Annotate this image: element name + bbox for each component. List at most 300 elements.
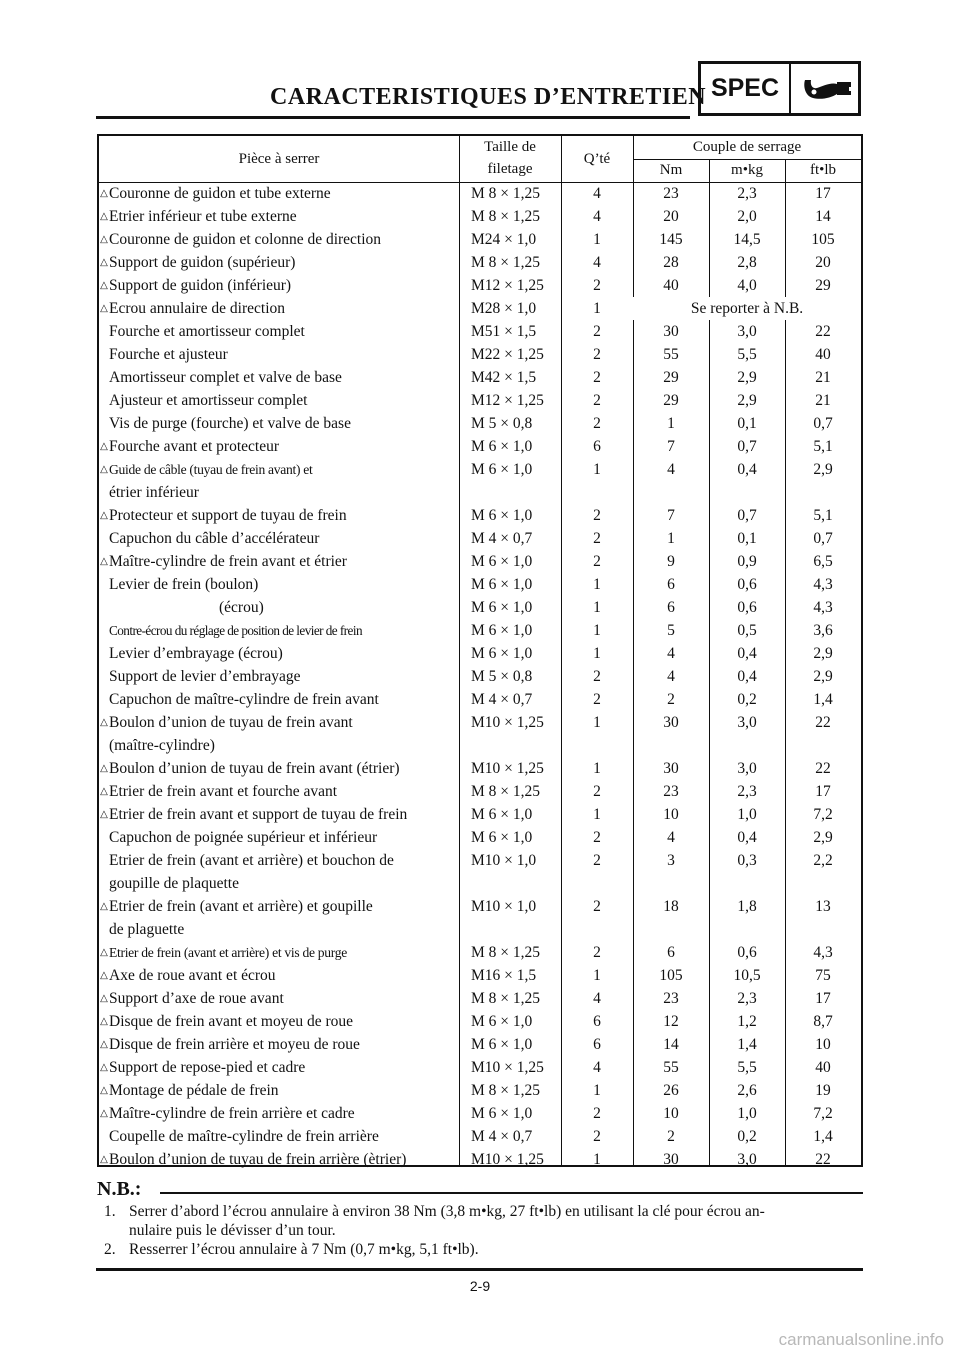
thread-size: M 5 × 0,8 [471, 415, 533, 432]
torque-ftlb: 17 [815, 990, 831, 1007]
quantity: 1 [593, 576, 601, 593]
torque-table [97, 134, 863, 1167]
quantity: 2 [593, 507, 601, 524]
torque-mkg: 0,2 [737, 691, 757, 708]
part-name: Disque de frein arrière et moyeu de roue [109, 1036, 360, 1053]
thread-size: M 6 × 1,0 [471, 806, 533, 823]
torque-nm: 29 [663, 369, 679, 386]
table-row [99, 573, 861, 596]
thread-size: M10 × 1,25 [471, 760, 544, 777]
triangle-mark-icon: △ [100, 280, 108, 291]
header-qty: Q’té [561, 136, 634, 182]
torque-nm: 14 [663, 1036, 679, 1053]
part-name: Maître-cylindre de frein arrière et cadre [109, 1105, 355, 1122]
page-number: 2-9 [469, 1278, 491, 1294]
torque-nm: 28 [663, 254, 679, 271]
quantity: 2 [593, 1105, 601, 1122]
table-row [99, 826, 861, 849]
torque-ftlb: 1,4 [813, 691, 833, 708]
torque-ftlb: 5,1 [813, 507, 833, 524]
torque-ftlb: 8,7 [813, 1013, 833, 1030]
part-name: Maître-cylindre de frein avant et étrier [109, 553, 347, 570]
part-name: Etrier de frein avant et support de tuyau de frein [109, 806, 408, 823]
part-name: Contre-écrou du réglage de position de levier de frein [109, 623, 362, 638]
thread-size: M 8 × 1,25 [471, 783, 541, 800]
torque-ftlb: 2,9 [813, 645, 833, 662]
torque-mkg: 0,6 [737, 576, 757, 593]
note-text-continued: nulaire puis le dévisser d’un tour. [129, 1222, 336, 1239]
torque-ftlb: 3,6 [813, 622, 833, 639]
torque-ftlb: 17 [815, 783, 831, 800]
thread-size: M 8 × 1,25 [471, 208, 541, 225]
spec-label: SPEC [701, 64, 791, 113]
torque-nm: 29 [663, 392, 679, 409]
triangle-mark-icon: △ [100, 763, 108, 774]
part-name: (écrou) [219, 599, 264, 616]
part-name: Capuchon de poignée supérieur et inférieur [109, 829, 378, 846]
notes-rule [160, 1192, 863, 1194]
table-row [99, 596, 861, 619]
table-row [99, 1056, 861, 1079]
header-part: Pièce à serrer [99, 136, 460, 182]
torque-nm: 105 [659, 967, 683, 984]
torque-ftlb: 6,5 [813, 553, 833, 570]
thread-size: M 5 × 0,8 [471, 668, 533, 685]
part-name: Etrier de frein (avant et arrière) et goupille [109, 898, 373, 915]
quantity: 1 [593, 300, 601, 317]
quantity: 1 [593, 231, 601, 248]
part-name: Ecrou annulaire de direction [109, 300, 286, 317]
part-name: Boulon d’union de tuyau de frein arrière (ètrier) [109, 1151, 407, 1168]
torque-mkg: 0,2 [737, 1128, 757, 1145]
part-name: Etrier de frein (avant et arrière) et bouchon de [109, 852, 394, 869]
torque-mkg: 0,4 [737, 645, 757, 662]
table-row [99, 251, 861, 274]
part-name: Boulon d’union de tuyau de frein avant (étrier) [109, 760, 400, 777]
quantity: 1 [593, 806, 601, 823]
torque-mkg: 1,8 [737, 898, 757, 915]
table-row [99, 1102, 861, 1125]
torque-nm: 5 [667, 622, 675, 639]
thread-size: M28 × 1,0 [471, 300, 537, 317]
quantity: 2 [593, 852, 601, 869]
quantity: 2 [593, 415, 601, 432]
torque-nm: 7 [667, 507, 675, 524]
triangle-mark-icon: △ [100, 1154, 108, 1165]
torque-mkg: 2,3 [737, 990, 757, 1007]
table-row [99, 642, 861, 665]
thread-size: M 6 × 1,0 [471, 829, 533, 846]
torque-mkg: 3,0 [737, 760, 757, 777]
table-row [99, 941, 861, 964]
torque-mkg: 3,0 [737, 1151, 757, 1168]
table-header [99, 136, 861, 183]
torque-ftlb: 22 [815, 760, 831, 777]
quantity: 2 [593, 392, 601, 409]
torque-ftlb: 4,3 [813, 599, 833, 616]
part-name: Support de repose-pied et cadre [109, 1059, 306, 1076]
torque-ftlb: 40 [815, 1059, 831, 1076]
part-name: Disque de frein avant et moyeu de roue [109, 1013, 354, 1030]
part-name-continued: de plaguette [109, 921, 185, 938]
torque-ftlb: 2,9 [813, 829, 833, 846]
quantity: 2 [593, 1128, 601, 1145]
torque-nm: 145 [659, 231, 683, 248]
thread-size: M10 × 1,0 [471, 898, 537, 915]
table-row [99, 895, 861, 941]
table-body [99, 182, 861, 1171]
torque-mkg: 3,0 [737, 714, 757, 731]
torque-nm: 2 [667, 1128, 675, 1145]
torque-ftlb: 4,3 [813, 944, 833, 961]
table-row [99, 343, 861, 366]
torque-nm: 1 [667, 415, 675, 432]
notes-list [104, 1202, 864, 1259]
torque-ftlb: 4,3 [813, 576, 833, 593]
torque-nm: 23 [663, 990, 679, 1007]
triangle-mark-icon: △ [100, 1108, 108, 1119]
torque-ftlb: 0,7 [813, 415, 833, 432]
thread-size: M22 × 1,25 [471, 346, 544, 363]
thread-size: M 6 × 1,0 [471, 438, 533, 455]
triangle-mark-icon: △ [100, 188, 108, 199]
thread-size: M10 × 1,25 [471, 1151, 544, 1168]
part-name: Couronne de guidon et tube externe [109, 185, 331, 202]
torque-nm: 12 [663, 1013, 679, 1030]
torque-reference-note: Se reporter à N.B. [633, 297, 861, 320]
thread-size: M 6 × 1,0 [471, 622, 533, 639]
part-name: Support d’axe de roue avant [109, 990, 284, 1007]
quantity: 4 [593, 990, 601, 1007]
thread-size: M16 × 1,5 [471, 967, 537, 984]
thread-size: M 8 × 1,25 [471, 990, 541, 1007]
thread-size: M51 × 1,5 [471, 323, 537, 340]
header-torque: Couple de serrage [633, 136, 861, 160]
torque-nm: 7 [667, 438, 675, 455]
torque-ftlb: 14 [815, 208, 831, 225]
header-rule [96, 116, 690, 119]
note-text: Resserrer l’écrou annulaire à 7 Nm (0,7 m•kg, 5,1 ft•lb). [129, 1241, 479, 1258]
torque-ftlb: 0,7 [813, 530, 833, 547]
torque-mkg: 5,5 [737, 346, 757, 363]
torque-mkg: 0,3 [737, 852, 757, 869]
torque-ftlb: 19 [815, 1082, 831, 1099]
header-thread-line1: Taille de [484, 139, 536, 155]
torque-mkg: 0,7 [737, 438, 757, 455]
table-row [99, 1010, 861, 1033]
thread-size: M 6 × 1,0 [471, 1013, 533, 1030]
note-number: 1. [104, 1203, 116, 1220]
quantity: 6 [593, 1013, 601, 1030]
torque-nm: 4 [667, 461, 675, 478]
torque-ftlb: 21 [815, 392, 831, 409]
torque-ftlb: 75 [815, 967, 831, 984]
quantity: 1 [593, 599, 601, 616]
thread-size: M42 × 1,5 [471, 369, 537, 386]
table-row [99, 1033, 861, 1056]
torque-ftlb: 22 [815, 323, 831, 340]
torque-mkg: 2,6 [737, 1082, 757, 1099]
quantity: 1 [593, 1151, 601, 1168]
note-number: 2. [104, 1241, 116, 1258]
table-row [99, 688, 861, 711]
triangle-mark-icon: △ [100, 441, 108, 452]
torque-ftlb: 29 [815, 277, 831, 294]
torque-ftlb: 5,1 [813, 438, 833, 455]
table-row [99, 458, 861, 504]
table-row [99, 711, 861, 757]
torque-ftlb: 13 [815, 898, 831, 915]
triangle-mark-icon: △ [100, 464, 108, 475]
torque-mkg: 0,4 [737, 668, 757, 685]
thread-size: M 6 × 1,0 [471, 645, 533, 662]
torque-ftlb: 22 [815, 714, 831, 731]
torque-ftlb: 2,2 [813, 852, 833, 869]
torque-mkg: 1,2 [737, 1013, 757, 1030]
triangle-mark-icon: △ [100, 901, 108, 912]
quantity: 2 [593, 898, 601, 915]
thread-size: M 8 × 1,25 [471, 944, 541, 961]
header-thread-line2: filetage [487, 161, 533, 177]
torque-nm: 3 [667, 852, 675, 869]
quantity: 6 [593, 1036, 601, 1053]
table-row [99, 412, 861, 435]
thread-size: M10 × 1,25 [471, 1059, 544, 1076]
table-row [99, 987, 861, 1010]
part-name: Fourche et ajusteur [109, 346, 228, 363]
table-row [99, 1148, 861, 1171]
torque-mkg: 10,5 [733, 967, 761, 984]
part-name: Montage de pédale de frein [109, 1082, 279, 1099]
torque-mkg: 0,1 [737, 415, 757, 432]
table-row [99, 665, 861, 688]
quantity: 1 [593, 714, 601, 731]
wrench-icon [791, 64, 858, 113]
torque-nm: 18 [663, 898, 679, 915]
torque-mkg: 0,9 [737, 553, 757, 570]
torque-nm: 6 [667, 576, 675, 593]
quantity: 2 [593, 323, 601, 340]
thread-size: M12 × 1,25 [471, 277, 544, 294]
watermark: carmanualsonline.info [778, 1330, 944, 1349]
triangle-mark-icon: △ [100, 1062, 108, 1073]
torque-nm: 10 [663, 806, 679, 823]
torque-nm: 6 [667, 599, 675, 616]
quantity: 2 [593, 369, 601, 386]
torque-nm: 26 [663, 1082, 679, 1099]
part-name-continued: étrier inférieur [109, 484, 199, 501]
part-name: Etrier de frein (avant et arrière) et vis de purge [109, 945, 347, 960]
table-row [99, 504, 861, 527]
torque-nm: 1 [667, 530, 675, 547]
part-name: Support de guidon (supérieur) [109, 254, 296, 271]
part-name: Axe de roue avant et écrou [109, 967, 276, 984]
thread-size: M 6 × 1,0 [471, 553, 533, 570]
torque-ftlb: 20 [815, 254, 831, 271]
triangle-mark-icon: △ [100, 211, 108, 222]
torque-mkg: 0,1 [737, 530, 757, 547]
torque-ftlb: 2,9 [813, 461, 833, 478]
table-row [99, 182, 861, 205]
quantity: 2 [593, 530, 601, 547]
quantity: 1 [593, 967, 601, 984]
header-ftlb: ft•lb [809, 162, 837, 178]
torque-nm: 55 [663, 1059, 679, 1076]
quantity: 4 [593, 185, 601, 202]
part-name: Boulon d’union de tuyau de frein avant [109, 714, 353, 731]
thread-size: M12 × 1,25 [471, 392, 544, 409]
table-row [99, 619, 861, 642]
quantity: 4 [593, 254, 601, 271]
thread-size: M 4 × 0,7 [471, 1128, 533, 1145]
torque-nm: 23 [663, 185, 679, 202]
triangle-mark-icon: △ [100, 970, 108, 981]
part-name: Vis de purge (fourche) et valve de base [109, 415, 351, 432]
triangle-mark-icon: △ [100, 556, 108, 567]
thread-size: M 4 × 0,7 [471, 530, 533, 547]
spec-badge [698, 61, 861, 116]
quantity: 1 [593, 622, 601, 639]
part-name: Fourche avant et protecteur [109, 438, 279, 455]
quantity: 6 [593, 438, 601, 455]
torque-mkg: 0,4 [737, 461, 757, 478]
part-name: Ajusteur et amortisseur complet [109, 392, 308, 409]
torque-mkg: 0,7 [737, 507, 757, 524]
part-name: Couronne de guidon et colonne de direction [109, 231, 382, 248]
table-row [99, 320, 861, 343]
part-name-continued: goupille de plaquette [109, 875, 239, 892]
table-row [99, 550, 861, 573]
torque-nm: 10 [663, 1105, 679, 1122]
triangle-mark-icon: △ [100, 234, 108, 245]
table-row [99, 228, 861, 251]
torque-ftlb: 7,2 [813, 806, 833, 823]
table-row [99, 803, 861, 826]
part-name: Etrier inférieur et tube externe [109, 208, 297, 225]
torque-nm: 23 [663, 783, 679, 800]
part-name: Amortisseur complet et valve de base [109, 369, 342, 386]
torque-mkg: 0,4 [737, 829, 757, 846]
torque-mkg: 2,3 [737, 185, 757, 202]
quantity: 4 [593, 1059, 601, 1076]
table-row [99, 849, 861, 895]
torque-ftlb: 22 [815, 1151, 831, 1168]
table-row [99, 274, 861, 297]
torque-nm: 2 [667, 691, 675, 708]
torque-ftlb: 40 [815, 346, 831, 363]
thread-size: M 6 × 1,0 [471, 1036, 533, 1053]
torque-ftlb: 2,9 [813, 668, 833, 685]
torque-mkg: 2,9 [737, 369, 757, 386]
part-name: Levier de frein (boulon) [109, 576, 259, 593]
torque-mkg: 2,9 [737, 392, 757, 409]
table-row [99, 964, 861, 987]
part-name: Capuchon du câble d’accélérateur [109, 530, 320, 547]
thread-size: M 8 × 1,25 [471, 185, 541, 202]
triangle-mark-icon: △ [100, 717, 108, 728]
torque-ftlb: 1,4 [813, 1128, 833, 1145]
part-name: Guide de câble (tuyau de frein avant) et [109, 462, 313, 477]
header-thread [459, 136, 562, 182]
torque-mkg: 2,8 [737, 254, 757, 271]
triangle-mark-icon: △ [100, 1016, 108, 1027]
torque-ftlb: 10 [815, 1036, 831, 1053]
part-name: Support de guidon (inférieur) [109, 277, 292, 294]
torque-ftlb: 21 [815, 369, 831, 386]
quantity: 2 [593, 829, 601, 846]
table-row [99, 757, 861, 780]
triangle-mark-icon: △ [100, 510, 108, 521]
torque-mkg: 0,6 [737, 599, 757, 616]
thread-size: M24 × 1,0 [471, 231, 537, 248]
torque-ftlb: 105 [811, 231, 835, 248]
torque-mkg: 3,0 [737, 323, 757, 340]
table-row [99, 1079, 861, 1102]
table-row [99, 205, 861, 228]
note-item [104, 1240, 864, 1259]
quantity: 1 [593, 645, 601, 662]
quantity: 2 [593, 691, 601, 708]
table-row [99, 389, 861, 412]
thread-size: M10 × 1,25 [471, 714, 544, 731]
triangle-mark-icon: △ [100, 809, 108, 820]
part-name-continued: (maître-cylindre) [109, 737, 215, 754]
torque-nm: 20 [663, 208, 679, 225]
torque-mkg: 0,5 [737, 622, 757, 639]
part-name: Levier d’embrayage (écrou) [109, 645, 283, 662]
torque-mkg: 2,3 [737, 783, 757, 800]
quantity: 2 [593, 668, 601, 685]
torque-nm: 30 [663, 1151, 679, 1168]
torque-ftlb: 7,2 [813, 1105, 833, 1122]
quantity: 1 [593, 760, 601, 777]
torque-mkg: 1,0 [737, 806, 757, 823]
quantity: 2 [593, 783, 601, 800]
torque-nm: 4 [667, 645, 675, 662]
header-mkg: m•kg [709, 159, 786, 182]
torque-mkg: 4,0 [737, 277, 757, 294]
part-name: Capuchon de maître-cylindre de frein avant [109, 691, 379, 708]
torque-mkg: 14,5 [733, 231, 761, 248]
torque-nm: 30 [663, 714, 679, 731]
table-row [99, 527, 861, 550]
torque-ftlb: 17 [815, 185, 831, 202]
quantity: 2 [593, 346, 601, 363]
thread-size: M 4 × 0,7 [471, 691, 533, 708]
part-name: Support de levier d’embrayage [109, 668, 301, 685]
torque-nm: 4 [667, 829, 675, 846]
table-row [99, 297, 861, 320]
triangle-mark-icon: △ [100, 303, 108, 314]
torque-nm: 55 [663, 346, 679, 363]
triangle-mark-icon: △ [100, 786, 108, 797]
thread-size: M 8 × 1,25 [471, 1082, 541, 1099]
note-item [104, 1202, 864, 1240]
quantity: 2 [593, 277, 601, 294]
torque-nm: 4 [667, 668, 675, 685]
part-name: Coupelle de maître-cylindre de frein arrière [109, 1128, 379, 1145]
thread-size: M 8 × 1,25 [471, 254, 541, 271]
page-title: CARACTERISTIQUES D’ENTRETIEN [270, 84, 707, 110]
quantity: 2 [593, 553, 601, 570]
torque-mkg: 1,4 [737, 1036, 757, 1053]
triangle-mark-icon: △ [100, 257, 108, 268]
torque-mkg: 1,0 [737, 1105, 757, 1122]
table-row [99, 780, 861, 803]
triangle-mark-icon: △ [100, 947, 108, 958]
quantity: 4 [593, 208, 601, 225]
footer-rule [96, 1268, 863, 1271]
